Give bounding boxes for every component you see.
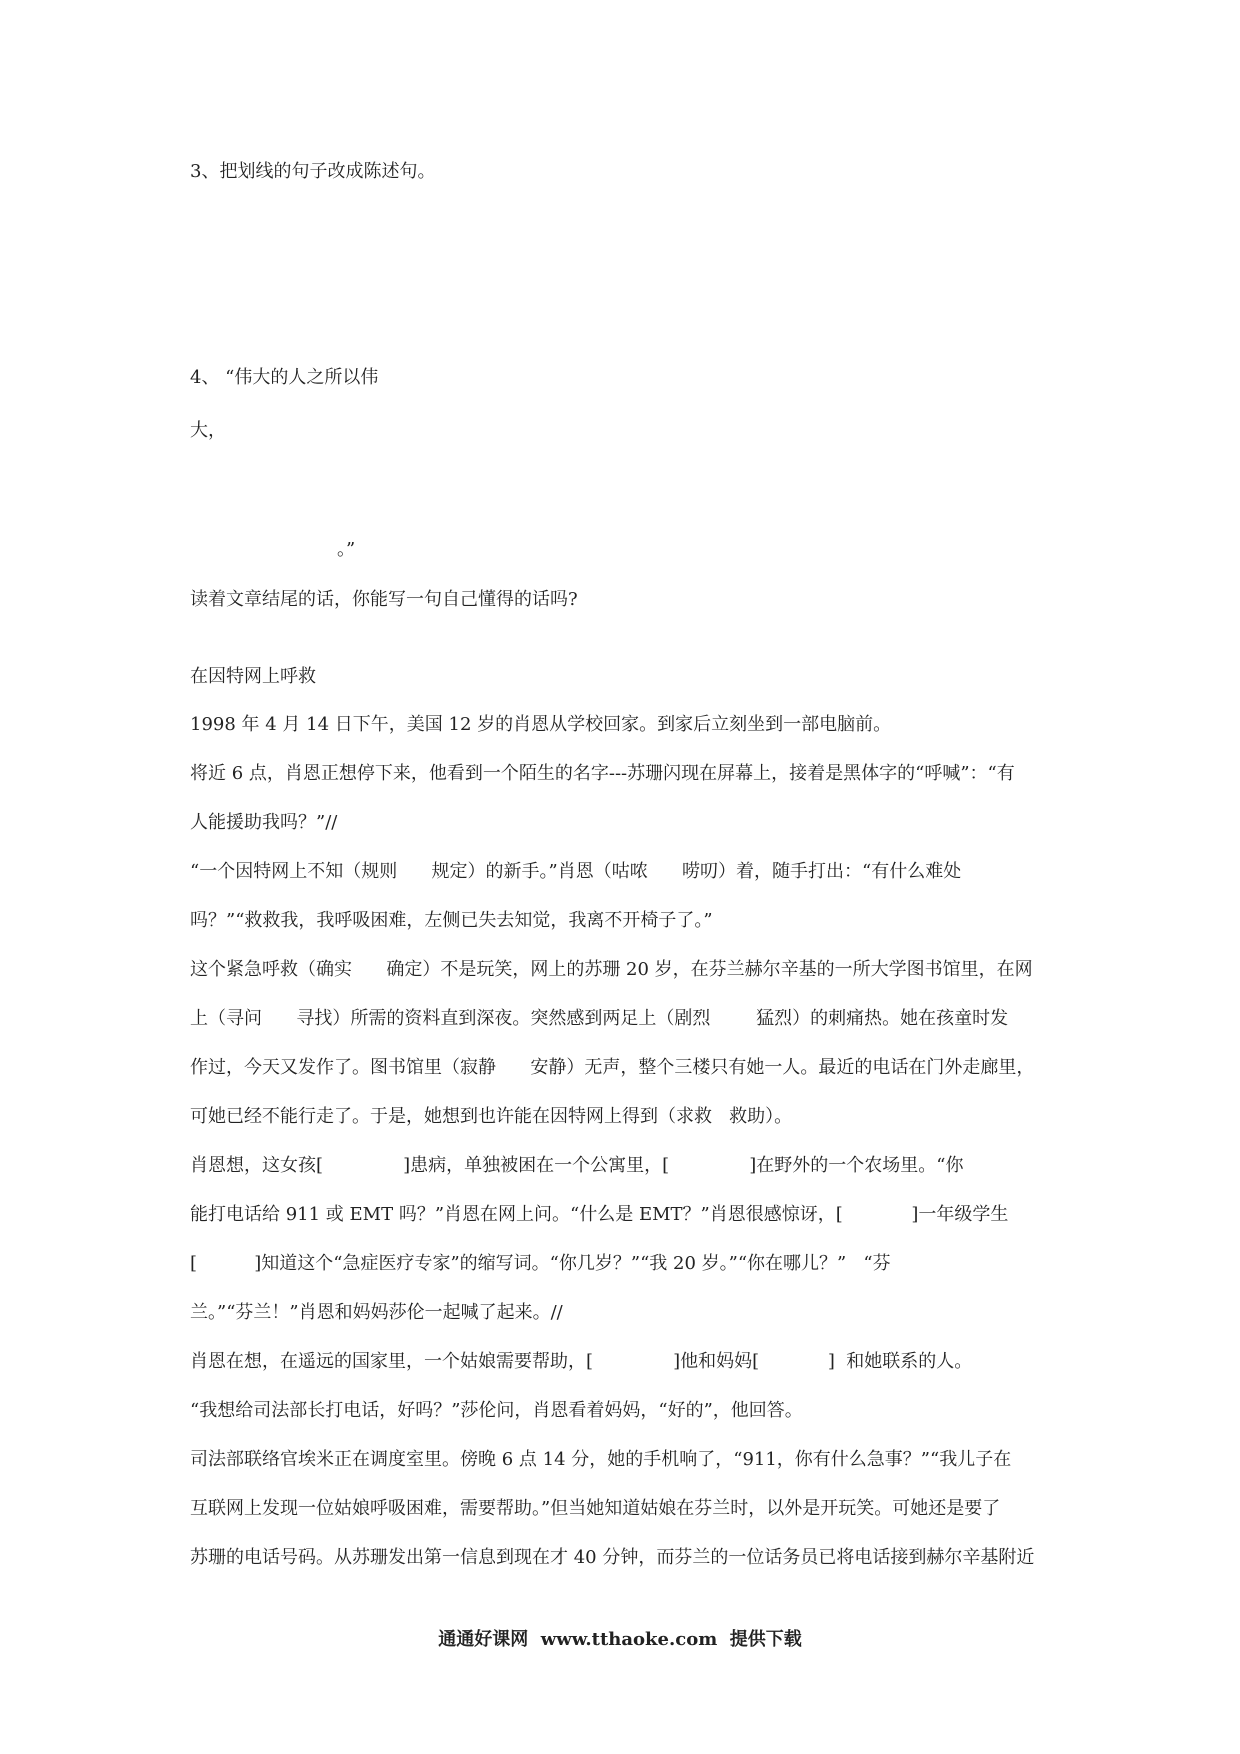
article-line: [ ]知道这个“急症医疗专家”的缩写词。“你几岁？”“我 20 岁。”“你在哪儿？” “芬	[190, 1253, 891, 1274]
article-line: 司法部联络官埃米正在调度室里。傍晚 6 点 14 分，她的手机响了，“911，你有什么急事？”“我儿子在	[190, 1449, 1012, 1470]
question-4-line2: 大，	[190, 420, 226, 441]
page-footer: 通通好课网 www.tthaoke.com 提供下载	[438, 1629, 802, 1650]
article-line: 苏珊的电话号码。从苏珊发出第一信息到现在才 40 分钟，而芬兰的一位话务员已将电话接到赫尔辛基附近	[190, 1547, 1035, 1568]
question-4-prompt: 读着文章结尾的话，你能写一句自己懂得的话吗?	[190, 589, 578, 610]
article-line: 肖恩想，这女孩[ ]患病，单独被困在一个公寓里，[ ]在野外的一个农场里。“你	[190, 1155, 964, 1176]
article-line: “一个因特网上不知（规则 规定）的新手。”肖恩（咕哝 唠叨）着，随手打出：“有什么难处	[190, 861, 962, 882]
article-line: 人能援助我吗？”//	[190, 812, 338, 833]
article-line: “我想给司法部长打电话，好吗？”莎伦问，肖恩看着妈妈，“好的”，他回答。	[190, 1400, 803, 1421]
question-4-line3: 。”	[337, 539, 356, 560]
article-line: 上（寻问 寻找）所需的资料直到深夜。突然感到两足上（剧烈 猛烈）的刺痛热。她在孩童时发	[190, 1008, 1009, 1029]
article-line: 将近 6 点，肖恩正想停下来，他看到一个陌生的名字---苏珊闪现在屏幕上，接着是黑体字的“呼喊”：“有	[190, 763, 1015, 784]
article-line: 这个紧急呼救（确实 确定）不是玩笑，网上的苏珊 20 岁，在芬兰赫尔辛基的一所大学图书馆里，在网	[190, 959, 1033, 980]
article-line: 能打电话给 911 或 EMT 吗？”肖恩在网上问。“什么是 EMT？”肖恩很感惊讶，[ ]一年级学生	[190, 1204, 1009, 1225]
question-3: 3、把划线的句子改成陈述句。	[190, 161, 436, 182]
article-line: 肖恩在想，在遥远的国家里，一个姑娘需要帮助，[ ]他和妈妈[ ] 和她联系的人。	[190, 1351, 973, 1372]
article-line: 吗？”“救救我，我呼吸困难，左侧已失去知觉，我离不开椅子了。”	[190, 910, 713, 931]
article-line: 可她已经不能行走了。于是，她想到也许能在因特网上得到（求救 救助）。	[190, 1106, 793, 1127]
question-4-line1: 4、 “伟大的人之所以伟	[190, 367, 379, 388]
article-line: 1998 年 4 月 14 日下午，美国 12 岁的肖恩从学校回家。到家后立刻坐到一部电脑前。	[190, 714, 892, 735]
article-line: 作过，今天又发作了。图书馆里（寂静 安静）无声，整个三楼只有她一人。最近的电话在门外走廊里，	[190, 1057, 1035, 1078]
article-line: 兰。”“芬兰！”肖恩和妈妈莎伦一起喊了起来。//	[190, 1302, 563, 1323]
article-line: 互联网上发现一位姑娘呼吸困难，需要帮助。”但当她知道姑娘在芬兰时，以外是开玩笑。可她还是要了	[190, 1498, 1001, 1519]
article-title: 在因特网上呼救	[190, 666, 316, 687]
